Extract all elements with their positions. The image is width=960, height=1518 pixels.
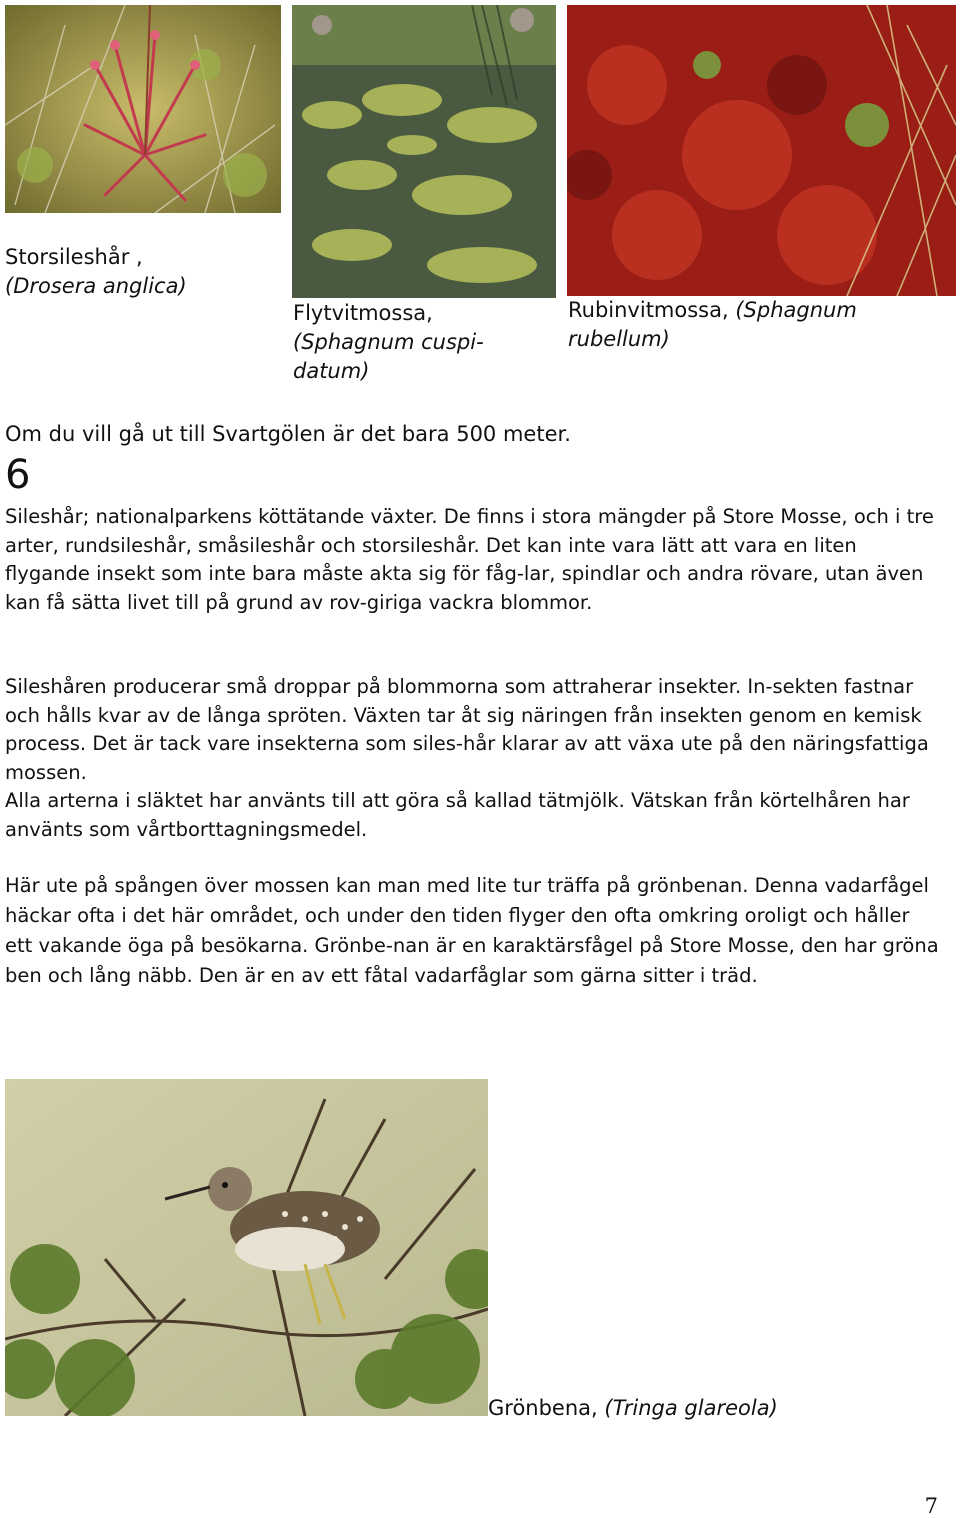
ruby-moss-photo	[567, 5, 956, 296]
ruby-moss-caption	[568, 296, 857, 354]
sandpiper-latin: (Tringa glareola)	[604, 1396, 778, 1420]
sundew-caption	[5, 243, 187, 301]
body-text-1	[5, 503, 940, 617]
sundew-name: Storsileshår ,	[5, 245, 143, 269]
ruby-moss-latin-2: rubellum)	[568, 327, 670, 351]
trail-heading: Om du vill gå ut till Svartgölen är det bara 500 meter.	[5, 422, 571, 446]
sundew-latin: (Drosera anglica)	[5, 274, 187, 298]
body-text-2	[5, 673, 940, 844]
sandpiper-caption	[488, 1394, 778, 1423]
sandpiper-name: Grönbena,	[488, 1396, 605, 1420]
floating-moss-latin-1: (Sphagnum cuspi-	[293, 330, 484, 354]
body-text-3	[5, 871, 940, 991]
ruby-moss-name: Rubinvitmossa,	[568, 298, 736, 322]
sandpiper-photo	[5, 1079, 488, 1416]
section-number: 6	[5, 452, 31, 498]
floating-moss-caption	[293, 299, 484, 386]
sundew-photo	[5, 5, 281, 213]
paragraph-sandpiper: Här ute på spången över mossen kan man med lite tur träffa på grönbenan. Denna vadarfågel häckar ofta i det här området, och under den tiden flyger den ofta omkring oroligt och håller ett vakande öga på besökarna. Grönbe-nan är en karaktärsfågel på Store Mosse, den har gröna ben och lång näbb. Den är en av ett fåtal vadarfåglar som gärna sitter i träd.	[5, 874, 939, 987]
floating-moss-photo	[292, 5, 556, 298]
page-number: 7	[924, 1494, 938, 1518]
paragraph-sundew-uses: Alla arterna i släktet har använts till att göra så kallad tätmjölk. Vätskan från körtelhåren har använts som vårtborttagningsmedel.	[5, 789, 910, 841]
floating-moss-latin-2: datum)	[293, 359, 370, 383]
paragraph-sundew-droplets: Sileshåren producerar små droppar på blommorna som attraherar insekter. In-sekten fastnar och hålls kvar av de långa spröten. Växten tar åt sig näringen från insekten genom en kemisk process. Det är tack vare insekterna som siles-hår klarar av att växa ute på den näringsfattiga mossen.	[5, 675, 929, 784]
ruby-moss-latin-1: (Sphagnum	[735, 298, 857, 322]
floating-moss-name: Flytvitmossa,	[293, 301, 433, 325]
paragraph-sundew-intro: Sileshår; nationalparkens köttätande växter. De finns i stora mängder på Store Mosse, och i tre arter, rundsileshår, småsileshår och storsileshår. Det kan inte vara lätt att vara en liten flygande insekt som inte bara måste akta sig för fåg-lar, spindlar och andra rövare, utan även kan få sätta livet till på grund av rov-giriga vackra blommor.	[5, 505, 934, 614]
